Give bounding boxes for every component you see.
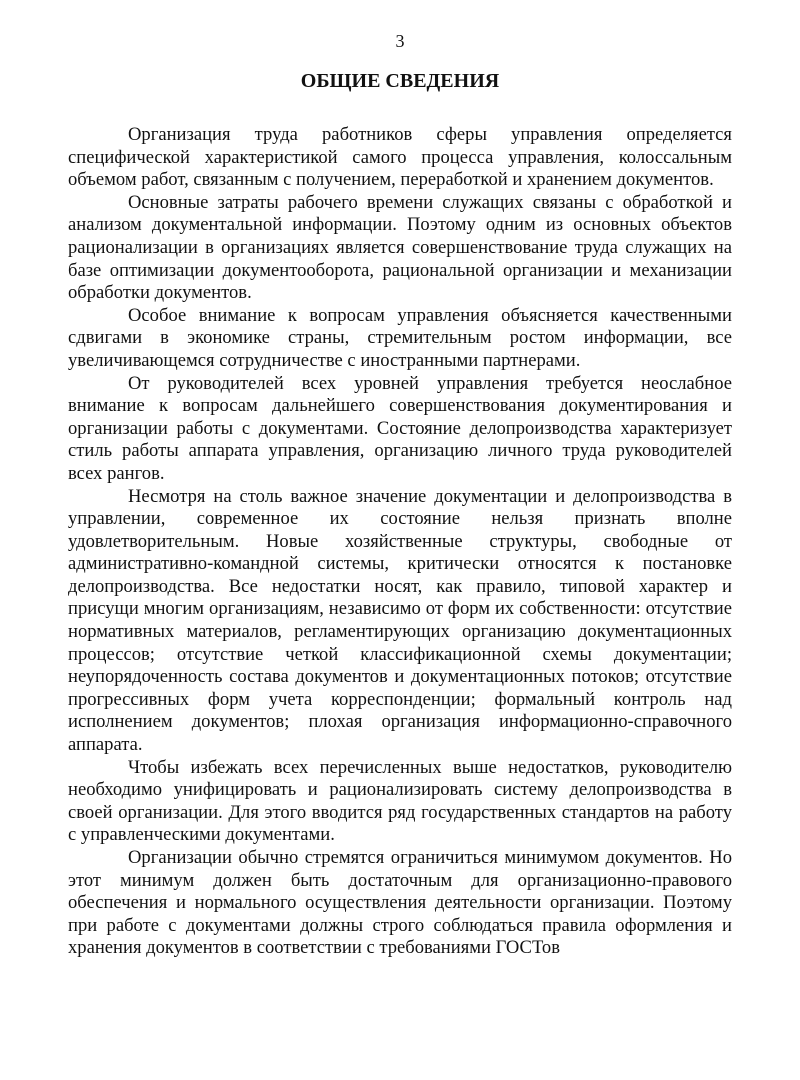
paragraph: Особое внимание к вопросам управления объясняется качественными сдвигами в экономике страны, стремительным ростом информации, все увеличивающемся сотрудничестве с иностранными партнерами. — [68, 304, 732, 371]
page-number: 3 — [395, 31, 405, 51]
paragraph: Несмотря на столь важное значение документации и делопроизводства в управлении, современное их состояние нельзя признать вполне удовлетворительным. Новые хозяйственные структуры, свободные от административно-командной системы, критически относятся к постановке делопроизводства. Все недостатки носят, как правило, типовой характер и присущи многим организациям, независимо от форм их собственности: отсутствие нормативных материалов, регламентирующих организацию документационных процессов; отсутствие четкой классификационной схемы документации; неупорядоченность состава документов и документационных потоков; отсутствие прогрессивных форм учета корреспонденции; формальный контроль над исполнением документов; плохая организация информационно-справочного аппарата. — [68, 485, 732, 756]
paragraph: Организация труда работников сферы управления определяется специфической характеристикой самого процесса управления, колоссальным объемом работ, связанным с получением, переработкой и хранением документов. — [68, 124, 732, 191]
paragraph: Основные затраты рабочего времени служащих связаны с обработкой и анализом документальной информации. Поэтому одним из основных объектов рационализации в организациях является совершенствование труда служащих на базе оптимизации документооборота, рациональной организации и механизации обработки документов. — [68, 191, 732, 304]
paragraph: Чтобы избежать всех перечисленных выше недостатков, руководителю необходимо унифицировать и рационализировать систему делопроизводства в своей организации. Для этого вводится ряд государственных стандартов на работу с управленческими документами. — [68, 756, 732, 846]
page-title: ОБЩИЕ СВЕДЕНИЯ — [300, 70, 500, 92]
document-page — [68, 30, 732, 960]
paragraph: Организации обычно стремятся ограничиться минимумом документов. Но этот минимум должен быть достаточным для организационно-правового обеспечения и нормального осуществления деятельности организации. Поэтому при работе с документами должны строго соблюдаться правила оформления и хранения документов в соответствии с требованиями ГОСТов — [68, 847, 732, 959]
paragraph: От руководителей всех уровней управления требуется неослабное внимание к вопросам дальнейшего совершенствования документирования и организации работы с документами. Состояние делопроизводства характеризует стиль работы аппарата управления, организацию личного труда руководителей всех рангов. — [68, 372, 732, 484]
